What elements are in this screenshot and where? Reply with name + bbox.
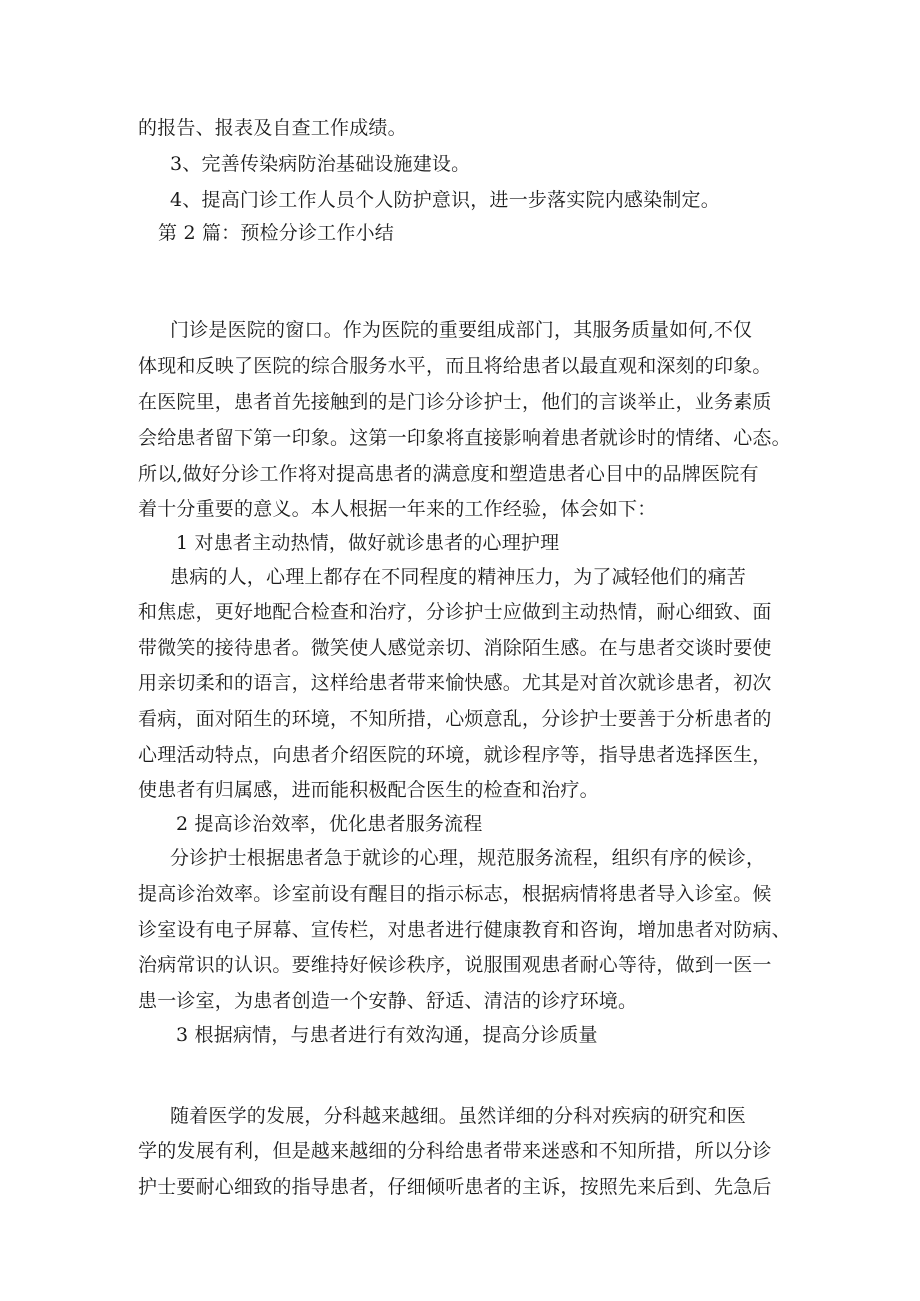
paragraph-line: 所以,做好分诊工作将对提高患者的满意度和塑造患者心目中的品牌医院有 [138,463,759,485]
paragraph-line: 使患者有归属感，进而能积极配合医生的检查和治疗。 [138,779,599,801]
paragraph-line: 提高诊治效率。诊室前设有醒目的指示标志，根据病情将患者导入诊室。候 [138,883,772,905]
paragraph-line: 用亲切柔和的语言，这样给患者带来愉快感。尤其是对首次就诊患者，初次 [138,672,772,694]
paragraph-line: 体现和反映了医院的综合服务水平，而且将给患者以最直观和深刻的印象。 [138,355,772,377]
subsection-title: 2 提高诊治效率，优化患者服务流程 [176,813,483,835]
paragraph-line: 和焦虑，更好地配合检查和治疗，分诊护士应做到主动热情，耐心细致、面 [138,601,772,623]
paragraph-line: 治病常识的认识。要维持好候诊秩序，说服围观患者耐心等待，做到一医一 [138,954,772,976]
section-title: 第 2 篇：预检分诊工作小结 [158,222,394,244]
paragraph-line: 随着医学的发展，分科越来越细。虽然详细的分科对疾病的研究和医 [170,1105,747,1127]
paragraph-line: 护士要耐心细致的指导患者，仔细倾听患者的主诉，按照先来后到、先急后 [138,1176,772,1198]
subsection-title: 1 对患者主动热情，做好就诊患者的心理护理 [176,532,560,554]
paragraph-line: 学的发展有利，但是越来越细的分科给患者带来迷惑和不知所措，所以分诊 [138,1140,772,1162]
paragraph-line: 看病，面对陌生的环境，不知所措，心烦意乱，分诊护士要善于分析患者的 [138,708,772,730]
paragraph-line: 门诊是医院的窗口。作为医院的重要组成部门，其服务质量如何,不仅 [170,319,753,341]
paragraph-line: 心理活动特点，向患者介绍医院的环境，就诊程序等，指导患者选择医生， [138,744,772,766]
paragraph-line: 分诊护士根据患者急于就诊的心理，规范服务流程，组织有序的候诊， [170,847,766,869]
paragraph-line: 在医院里，患者首先接触到的是门诊分诊护士，他们的言谈举止，业务素质 [138,391,772,413]
paragraph-line: 着十分重要的意义。本人根据一年来的工作经验，体会如下： [138,498,657,520]
list-item: 3、完善传染病防治基础设施建设。 [170,153,471,175]
paragraph-line: 带微笑的接待患者。微笑使人感觉亲切、消除陌生感。在与患者交谈时要使 [138,637,772,659]
paragraph-line: 的报告、报表及自查工作成绩。 [138,117,407,139]
paragraph-line: 患病的人，心理上都存在不同程度的精神压力，为了减轻他们的痛苦 [170,566,747,588]
subsection-title: 3 根据病情，与患者进行有效沟通，提高分诊质量 [176,1024,598,1046]
list-item: 4、提高门诊工作人员个人防护意识，进一步落实院内感染制定。 [170,189,720,211]
paragraph-line: 诊室设有电子屏幕、宣传栏，对患者进行健康教育和咨询，增加患者对防病、 [138,919,791,941]
paragraph-line: 会给患者留下第一印象。这第一印象将直接影响着患者就诊时的情绪、心态。 [138,427,791,449]
paragraph-line: 患一诊室，为患者创造一个安静、舒适、清洁的诊疗环境。 [138,990,638,1012]
